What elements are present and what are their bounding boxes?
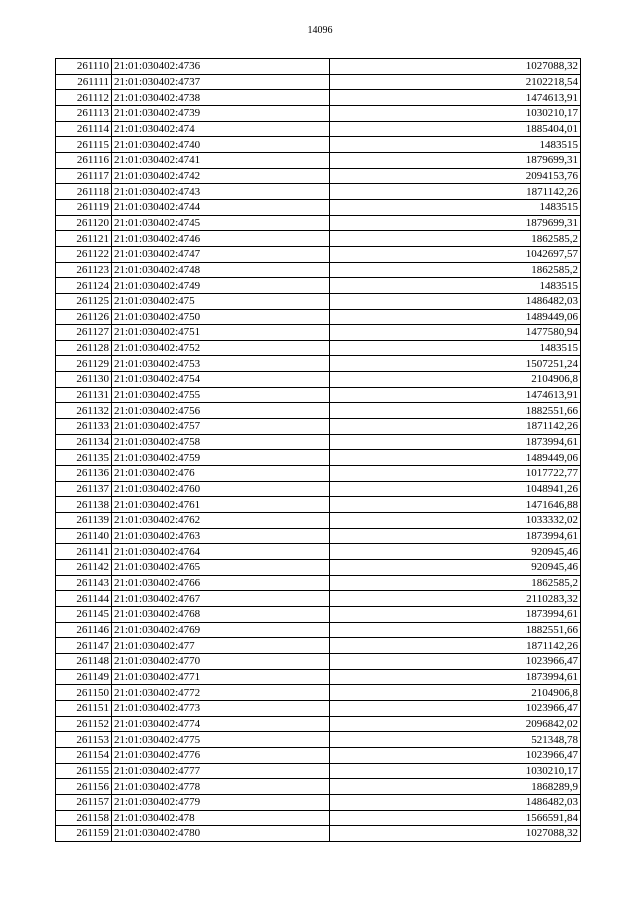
cadastral-number-cell: 21:01:030402:474 bbox=[112, 121, 330, 137]
row-number-cell: 261129 bbox=[56, 356, 112, 372]
cadastral-number-cell: 21:01:030402:4767 bbox=[112, 591, 330, 607]
row-number-cell: 261147 bbox=[56, 638, 112, 654]
cadastral-number-cell: 21:01:030402:4739 bbox=[112, 105, 330, 121]
table-row bbox=[56, 763, 581, 779]
cadastral-value-cell: 2104906,8 bbox=[330, 685, 581, 701]
row-number-cell: 261110 bbox=[56, 59, 112, 75]
cadastral-number-cell: 21:01:030402:4750 bbox=[112, 309, 330, 325]
table-row bbox=[56, 434, 581, 450]
row-number-cell: 261120 bbox=[56, 215, 112, 231]
row-number-cell: 261141 bbox=[56, 544, 112, 560]
row-number-cell: 261149 bbox=[56, 669, 112, 685]
table-row bbox=[56, 403, 581, 419]
table-row bbox=[56, 638, 581, 654]
row-number-cell: 261156 bbox=[56, 779, 112, 795]
table-row bbox=[56, 685, 581, 701]
cadastral-value-cell: 1474613,91 bbox=[330, 387, 581, 403]
table-row bbox=[56, 450, 581, 466]
row-number-cell: 261133 bbox=[56, 419, 112, 435]
cadastral-number-cell: 21:01:030402:4745 bbox=[112, 215, 330, 231]
cadastral-value-cell: 1483515 bbox=[330, 137, 581, 153]
cadastral-value-cell: 1033332,02 bbox=[330, 513, 581, 529]
cadastral-number-cell: 21:01:030402:4748 bbox=[112, 262, 330, 278]
cadastral-number-cell: 21:01:030402:4774 bbox=[112, 716, 330, 732]
table-row bbox=[56, 810, 581, 826]
cadastral-value-cell: 1882551,66 bbox=[330, 403, 581, 419]
cadastral-number-cell: 21:01:030402:4776 bbox=[112, 747, 330, 763]
row-number-cell: 261145 bbox=[56, 606, 112, 622]
table-row bbox=[56, 575, 581, 591]
cadastral-value-cell: 1871142,26 bbox=[330, 184, 581, 200]
cadastral-value-cell: 2096842,02 bbox=[330, 716, 581, 732]
row-number-cell: 261121 bbox=[56, 231, 112, 247]
row-number-cell: 261154 bbox=[56, 747, 112, 763]
table-row bbox=[56, 356, 581, 372]
cadastral-value-cell: 1871142,26 bbox=[330, 419, 581, 435]
table-row bbox=[56, 137, 581, 153]
cadastral-number-cell: 21:01:030402:4757 bbox=[112, 419, 330, 435]
row-number-cell: 261151 bbox=[56, 700, 112, 716]
row-number-cell: 261144 bbox=[56, 591, 112, 607]
cadastral-value-cell: 1023966,47 bbox=[330, 747, 581, 763]
cadastral-number-cell: 21:01:030402:4763 bbox=[112, 528, 330, 544]
table-row bbox=[56, 246, 581, 262]
row-number-cell: 261139 bbox=[56, 513, 112, 529]
cadastral-number-cell: 21:01:030402:4736 bbox=[112, 59, 330, 75]
row-number-cell: 261155 bbox=[56, 763, 112, 779]
cadastral-value-cell: 1048941,26 bbox=[330, 481, 581, 497]
row-number-cell: 261153 bbox=[56, 732, 112, 748]
cadastral-value-cell: 521348,78 bbox=[330, 732, 581, 748]
row-number-cell: 261136 bbox=[56, 466, 112, 482]
row-number-cell: 261116 bbox=[56, 152, 112, 168]
row-number-cell: 261119 bbox=[56, 199, 112, 215]
table-row bbox=[56, 372, 581, 388]
table-row bbox=[56, 231, 581, 247]
cadastral-number-cell: 21:01:030402:4741 bbox=[112, 152, 330, 168]
row-number-cell: 261112 bbox=[56, 90, 112, 106]
row-number-cell: 261128 bbox=[56, 340, 112, 356]
table-row bbox=[56, 168, 581, 184]
cadastral-number-cell: 21:01:030402:4737 bbox=[112, 74, 330, 90]
cadastral-value-cell: 1862585,2 bbox=[330, 262, 581, 278]
row-number-cell: 261127 bbox=[56, 325, 112, 341]
table-row bbox=[56, 466, 581, 482]
table-row bbox=[56, 481, 581, 497]
table-row bbox=[56, 653, 581, 669]
row-number-cell: 261134 bbox=[56, 434, 112, 450]
row-number-cell: 261130 bbox=[56, 372, 112, 388]
cadastral-number-cell: 21:01:030402:4749 bbox=[112, 278, 330, 294]
table-row bbox=[56, 419, 581, 435]
row-number-cell: 261126 bbox=[56, 309, 112, 325]
cadastral-number-cell: 21:01:030402:4743 bbox=[112, 184, 330, 200]
cadastral-number-cell: 21:01:030402:4773 bbox=[112, 700, 330, 716]
cadastral-value-table bbox=[55, 58, 581, 842]
row-number-cell: 261114 bbox=[56, 121, 112, 137]
cadastral-number-cell: 21:01:030402:4761 bbox=[112, 497, 330, 513]
table-row bbox=[56, 278, 581, 294]
table-row bbox=[56, 152, 581, 168]
cadastral-number-cell: 21:01:030402:476 bbox=[112, 466, 330, 482]
table-row bbox=[56, 293, 581, 309]
table-row bbox=[56, 513, 581, 529]
row-number-cell: 261111 bbox=[56, 74, 112, 90]
cadastral-number-cell: 21:01:030402:4768 bbox=[112, 606, 330, 622]
table-row bbox=[56, 669, 581, 685]
row-number-cell: 261115 bbox=[56, 137, 112, 153]
table-row bbox=[56, 199, 581, 215]
cadastral-number-cell: 21:01:030402:4755 bbox=[112, 387, 330, 403]
cadastral-number-cell: 21:01:030402:4771 bbox=[112, 669, 330, 685]
cadastral-number-cell: 21:01:030402:4769 bbox=[112, 622, 330, 638]
table-row bbox=[56, 105, 581, 121]
cadastral-number-cell: 21:01:030402:4777 bbox=[112, 763, 330, 779]
cadastral-value-cell: 1885404,01 bbox=[330, 121, 581, 137]
page-number: 14096 bbox=[307, 25, 333, 36]
cadastral-number-cell: 21:01:030402:4766 bbox=[112, 575, 330, 591]
cadastral-value-cell: 1873994,61 bbox=[330, 606, 581, 622]
row-number-cell: 261150 bbox=[56, 685, 112, 701]
table-row bbox=[56, 528, 581, 544]
table-row bbox=[56, 544, 581, 560]
row-number-cell: 261122 bbox=[56, 246, 112, 262]
table-row bbox=[56, 497, 581, 513]
row-number-cell: 261125 bbox=[56, 293, 112, 309]
cadastral-value-cell: 920945,46 bbox=[330, 544, 581, 560]
cadastral-number-cell: 21:01:030402:4738 bbox=[112, 90, 330, 106]
cadastral-value-cell: 1027088,32 bbox=[330, 826, 581, 842]
row-number-cell: 261158 bbox=[56, 810, 112, 826]
cadastral-number-cell: 21:01:030402:4758 bbox=[112, 434, 330, 450]
cadastral-number-cell: 21:01:030402:4747 bbox=[112, 246, 330, 262]
table-row bbox=[56, 779, 581, 795]
cadastral-number-cell: 21:01:030402:4778 bbox=[112, 779, 330, 795]
cadastral-value-cell: 1489449,06 bbox=[330, 309, 581, 325]
cadastral-value-cell: 1873994,61 bbox=[330, 669, 581, 685]
cadastral-value-cell: 1017722,77 bbox=[330, 466, 581, 482]
cadastral-value-cell: 2104906,8 bbox=[330, 372, 581, 388]
cadastral-value-cell: 1873994,61 bbox=[330, 528, 581, 544]
table-row bbox=[56, 747, 581, 763]
cadastral-number-cell: 21:01:030402:4765 bbox=[112, 560, 330, 576]
row-number-cell: 261113 bbox=[56, 105, 112, 121]
row-number-cell: 261142 bbox=[56, 560, 112, 576]
cadastral-number-cell: 21:01:030402:4753 bbox=[112, 356, 330, 372]
cadastral-number-cell: 21:01:030402:4779 bbox=[112, 794, 330, 810]
table-row bbox=[56, 560, 581, 576]
cadastral-number-cell: 21:01:030402:4759 bbox=[112, 450, 330, 466]
table-row bbox=[56, 90, 581, 106]
cadastral-number-cell: 21:01:030402:4746 bbox=[112, 231, 330, 247]
table-row bbox=[56, 340, 581, 356]
cadastral-value-cell: 1023966,47 bbox=[330, 653, 581, 669]
cadastral-value-cell: 1027088,32 bbox=[330, 59, 581, 75]
row-number-cell: 261137 bbox=[56, 481, 112, 497]
table-row bbox=[56, 215, 581, 231]
cadastral-value-cell: 1486482,03 bbox=[330, 293, 581, 309]
cadastral-value-cell: 1477580,94 bbox=[330, 325, 581, 341]
cadastral-value-cell: 2094153,76 bbox=[330, 168, 581, 184]
table-row bbox=[56, 325, 581, 341]
cadastral-number-cell: 21:01:030402:4742 bbox=[112, 168, 330, 184]
table-row bbox=[56, 622, 581, 638]
cadastral-number-cell: 21:01:030402:4772 bbox=[112, 685, 330, 701]
cadastral-value-cell: 2102218,54 bbox=[330, 74, 581, 90]
table-row bbox=[56, 59, 581, 75]
cadastral-number-cell: 21:01:030402:4751 bbox=[112, 325, 330, 341]
table-row bbox=[56, 794, 581, 810]
cadastral-value-cell: 1474613,91 bbox=[330, 90, 581, 106]
cadastral-number-cell: 21:01:030402:4764 bbox=[112, 544, 330, 560]
table-body bbox=[56, 59, 581, 842]
cadastral-value-cell: 1030210,17 bbox=[330, 105, 581, 121]
cadastral-number-cell: 21:01:030402:4756 bbox=[112, 403, 330, 419]
cadastral-number-cell: 21:01:030402:4744 bbox=[112, 199, 330, 215]
cadastral-value-cell: 1882551,66 bbox=[330, 622, 581, 638]
cadastral-value-cell: 1489449,06 bbox=[330, 450, 581, 466]
row-number-cell: 261157 bbox=[56, 794, 112, 810]
cadastral-value-cell: 1862585,2 bbox=[330, 231, 581, 247]
row-number-cell: 261131 bbox=[56, 387, 112, 403]
cadastral-number-cell: 21:01:030402:4754 bbox=[112, 372, 330, 388]
row-number-cell: 261143 bbox=[56, 575, 112, 591]
row-number-cell: 261146 bbox=[56, 622, 112, 638]
cadastral-number-cell: 21:01:030402:477 bbox=[112, 638, 330, 654]
table-row bbox=[56, 591, 581, 607]
table-row bbox=[56, 732, 581, 748]
cadastral-number-cell: 21:01:030402:4740 bbox=[112, 137, 330, 153]
table-row bbox=[56, 716, 581, 732]
cadastral-value-cell: 1873994,61 bbox=[330, 434, 581, 450]
cadastral-value-cell: 1507251,24 bbox=[330, 356, 581, 372]
cadastral-value-cell: 1868289,9 bbox=[330, 779, 581, 795]
table-row bbox=[56, 74, 581, 90]
table-row bbox=[56, 387, 581, 403]
table-row bbox=[56, 121, 581, 137]
row-number-cell: 261135 bbox=[56, 450, 112, 466]
cadastral-value-cell: 1483515 bbox=[330, 278, 581, 294]
row-number-cell: 261148 bbox=[56, 653, 112, 669]
row-number-cell: 261123 bbox=[56, 262, 112, 278]
row-number-cell: 261118 bbox=[56, 184, 112, 200]
cadastral-number-cell: 21:01:030402:4775 bbox=[112, 732, 330, 748]
table-row bbox=[56, 309, 581, 325]
cadastral-value-cell: 1483515 bbox=[330, 340, 581, 356]
cadastral-number-cell: 21:01:030402:478 bbox=[112, 810, 330, 826]
row-number-cell: 261117 bbox=[56, 168, 112, 184]
row-number-cell: 261124 bbox=[56, 278, 112, 294]
table-row bbox=[56, 700, 581, 716]
cadastral-value-cell: 1486482,03 bbox=[330, 794, 581, 810]
cadastral-number-cell: 21:01:030402:475 bbox=[112, 293, 330, 309]
cadastral-value-cell: 1871142,26 bbox=[330, 638, 581, 654]
row-number-cell: 261138 bbox=[56, 497, 112, 513]
cadastral-number-cell: 21:01:030402:4780 bbox=[112, 826, 330, 842]
cadastral-value-cell: 1471646,88 bbox=[330, 497, 581, 513]
row-number-cell: 261140 bbox=[56, 528, 112, 544]
cadastral-value-cell: 1023966,47 bbox=[330, 700, 581, 716]
cadastral-value-cell: 1862585,2 bbox=[330, 575, 581, 591]
row-number-cell: 261159 bbox=[56, 826, 112, 842]
row-number-cell: 261132 bbox=[56, 403, 112, 419]
cadastral-value-cell: 1042697,57 bbox=[330, 246, 581, 262]
cadastral-number-cell: 21:01:030402:4760 bbox=[112, 481, 330, 497]
table-row bbox=[56, 606, 581, 622]
cadastral-value-cell: 920945,46 bbox=[330, 560, 581, 576]
cadastral-value-cell: 1483515 bbox=[330, 199, 581, 215]
table-row bbox=[56, 826, 581, 842]
cadastral-value-cell: 1566591,84 bbox=[330, 810, 581, 826]
cadastral-number-cell: 21:01:030402:4762 bbox=[112, 513, 330, 529]
cadastral-value-cell: 1879699,31 bbox=[330, 152, 581, 168]
table-row bbox=[56, 184, 581, 200]
table-row bbox=[56, 262, 581, 278]
cadastral-value-cell: 1879699,31 bbox=[330, 215, 581, 231]
row-number-cell: 261152 bbox=[56, 716, 112, 732]
cadastral-number-cell: 21:01:030402:4752 bbox=[112, 340, 330, 356]
cadastral-number-cell: 21:01:030402:4770 bbox=[112, 653, 330, 669]
cadastral-value-cell: 2110283,32 bbox=[330, 591, 581, 607]
cadastral-value-cell: 1030210,17 bbox=[330, 763, 581, 779]
